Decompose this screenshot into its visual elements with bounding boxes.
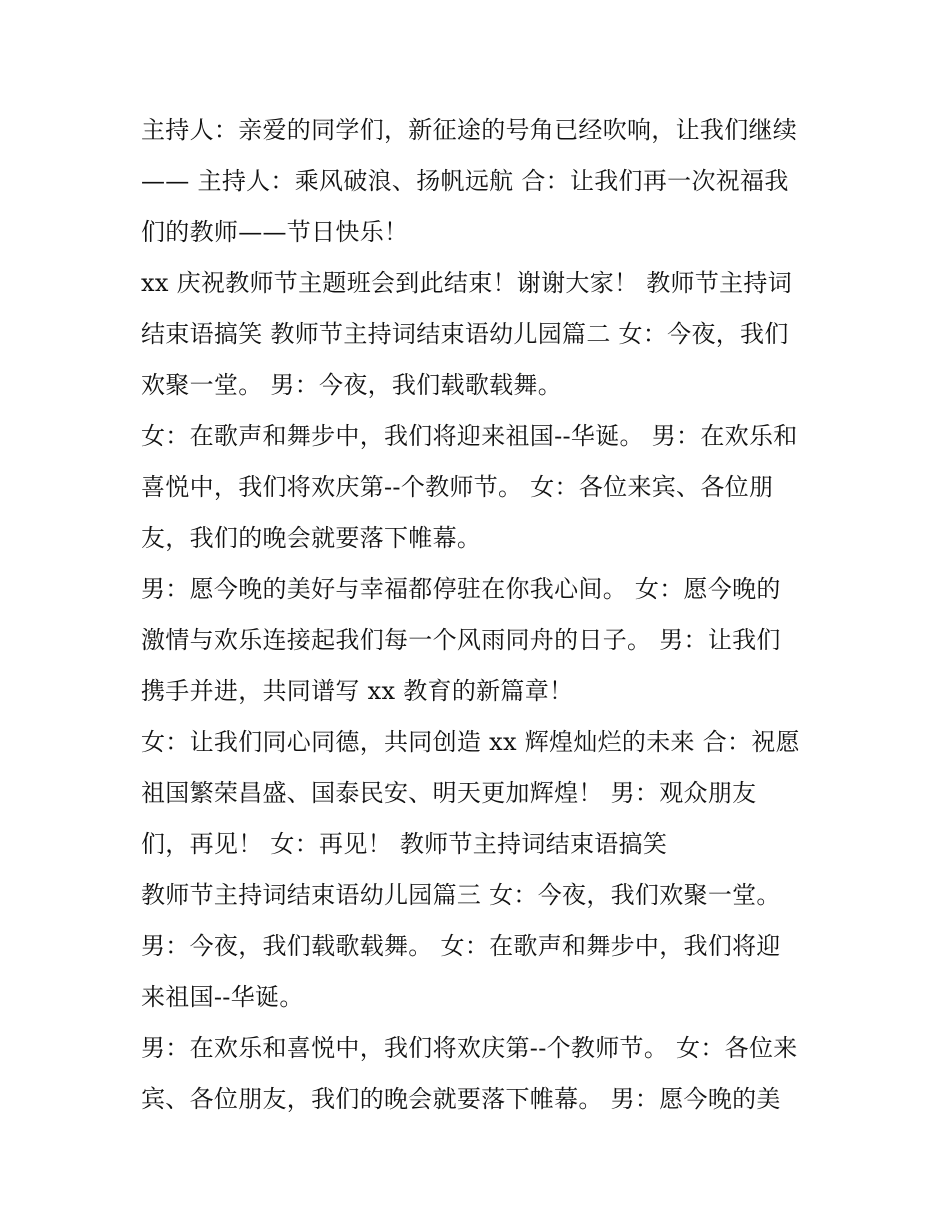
text-line: 男：在欢乐和喜悦中，我们将欢庆第--个教师节。 女：各位来 — [141, 1034, 798, 1062]
text-line: 祖国繁荣昌盛、国泰民安、明天更加辉煌！ 男：观众朋友 — [141, 779, 757, 807]
text-line: 来祖国--华诞。 — [141, 983, 304, 1011]
text-line: 男：今夜，我们载歌载舞。 女：在歌声和舞步中，我们将迎 — [141, 932, 781, 960]
text-line: 女：在歌声和舞步中，我们将迎来祖国--华诞。 男：在欢乐和 — [141, 422, 798, 450]
text-line: 结束语搞笑 教师节主持词结束语幼儿园篇二 女：今夜，我们 — [141, 320, 789, 348]
text-line: 男：愿今晚的美好与幸福都停驻在你我心间。 女：愿今晚的 — [141, 575, 781, 603]
text-line: 教师节主持词结束语幼儿园篇三 女：今夜，我们欢聚一堂。 — [141, 881, 781, 909]
text-line: 欢聚一堂。 男：今夜，我们载歌载舞。 — [141, 371, 563, 399]
text-line: 女：让我们同心同德，共同创造 xx 辉煌灿烂的未来 合：祝愿 — [141, 728, 800, 756]
text-line: 激情与欢乐连接起我们每一个风雨同舟的日子。 男：让我们 — [141, 626, 781, 654]
text-line: xx 庆祝教师节主题班会到此结束！谢谢大家！ 教师节主持词 — [141, 269, 793, 297]
text-line: 宾、各位朋友，我们的晚会就要落下帷幕。 男：愿今晚的美 — [141, 1085, 781, 1113]
text-line: 们，再见！ 女：再见！ 教师节主持词结束语搞笑 — [141, 830, 668, 858]
text-line: 主持人：亲爱的同学们，新征途的号角已经吹响，让我们继续 — [141, 116, 798, 144]
text-line: 友，我们的晚会就要落下帷幕。 — [141, 524, 482, 552]
text-line: 携手并进，共同谱写 xx 教育的新篇章！ — [141, 677, 574, 705]
text-line: 喜悦中，我们将欢庆第--个教师节。 女：各位来宾、各位朋 — [141, 473, 774, 501]
text-line: —— 主持人：乘风破浪、扬帆远航 合：让我们再一次祝福我 — [141, 167, 789, 195]
text-line: 们的教师——节日快乐！ — [141, 218, 409, 246]
